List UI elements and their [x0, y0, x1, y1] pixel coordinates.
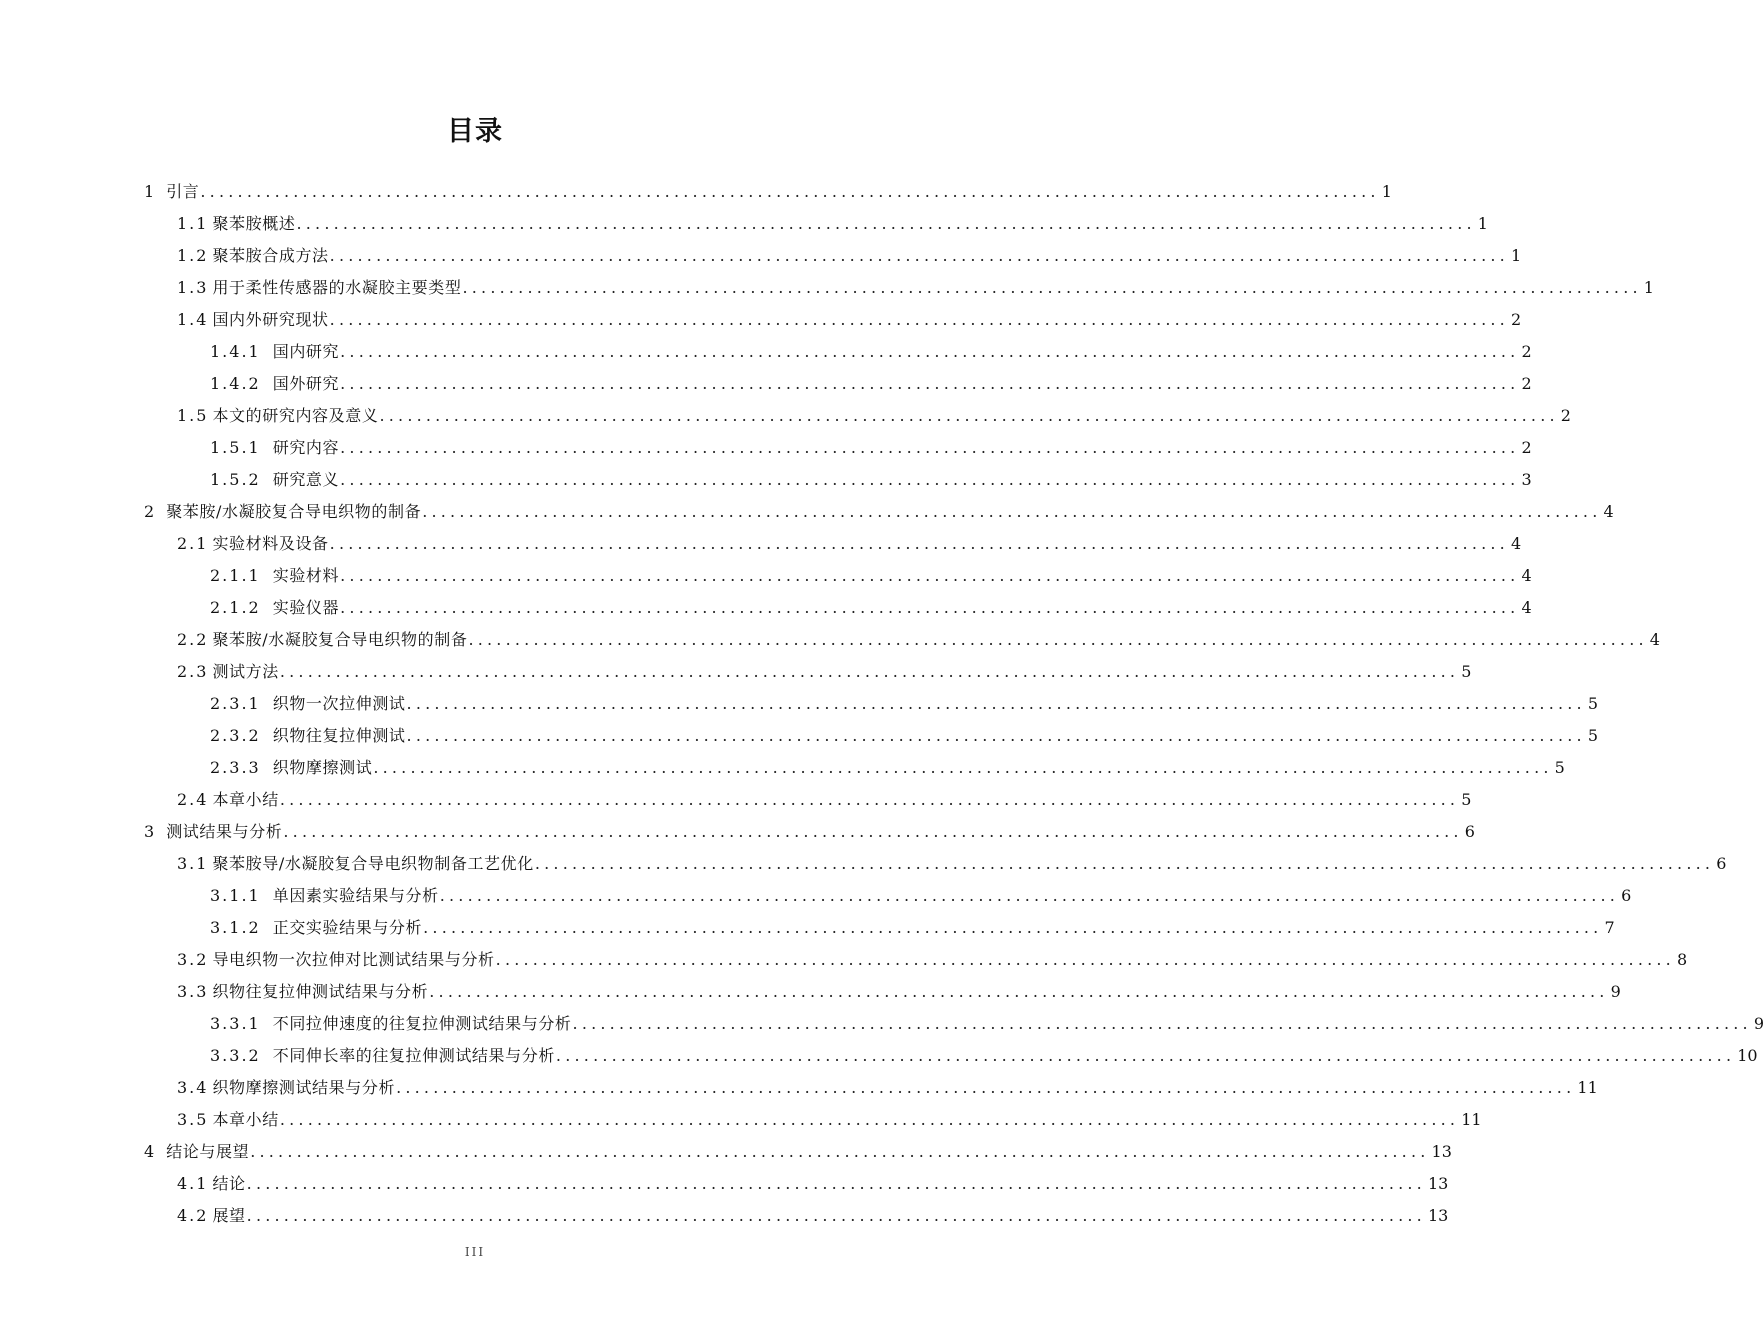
toc-page-number: 2: [1560, 406, 1571, 425]
toc-page-number: 6: [1716, 854, 1727, 873]
toc-section-number: 2.1: [177, 534, 209, 553]
toc-page-number: 5: [1554, 758, 1565, 777]
toc-entry[interactable]: [177, 1168, 1449, 1200]
toc-entry[interactable]: [210, 464, 1532, 496]
toc-entry[interactable]: [210, 1040, 1758, 1072]
toc-dot-leader: ...............................................................................................................................: [246, 1206, 1426, 1225]
toc-dot-leader: ...............................................................................................................................: [555, 1046, 1736, 1065]
toc-dot-leader: ...............................................................................................................................: [329, 310, 1509, 329]
toc-page-number: 1: [1510, 246, 1522, 265]
toc-section-title: 本章小结: [212, 1110, 279, 1129]
toc-page-number: 10: [1737, 1046, 1758, 1065]
toc-entry[interactable]: [177, 944, 1688, 976]
toc-entry[interactable]: [210, 880, 1632, 912]
toc-page-number: 4: [1603, 502, 1614, 521]
toc-section-number: 2.3.2: [210, 726, 261, 745]
toc-dot-leader: ...............................................................................................................................: [340, 470, 1520, 489]
toc-section-title: 织物往复拉伸测试结果与分析: [212, 982, 429, 1001]
toc-section-title: 结论与展望: [166, 1142, 250, 1161]
toc-section-number: 3.2: [177, 950, 209, 969]
toc-section-number: 3.3.1: [210, 1014, 261, 1033]
toc-section-title: 不同拉伸速度的往复拉伸测试结果与分析: [272, 1014, 572, 1033]
toc-section-number: 4.1: [177, 1174, 209, 1193]
toc-dot-leader: ...............................................................................................................................: [200, 182, 1380, 201]
toc-entry[interactable]: [210, 912, 1615, 944]
toc-dot-leader: ...............................................................................................................................: [423, 918, 1603, 937]
toc-page-number: 11: [1577, 1078, 1598, 1097]
toc-dot-leader: ...............................................................................................................................: [340, 598, 1520, 617]
toc-page-number: 13: [1431, 1142, 1452, 1161]
toc-dot-leader: ...............................................................................................................................: [373, 758, 1553, 777]
toc-entry[interactable]: [144, 816, 1475, 848]
toc-section-number: 3.4: [177, 1078, 209, 1097]
toc-page-number: 4: [1521, 566, 1532, 585]
toc-dot-leader: ...............................................................................................................................: [340, 438, 1520, 457]
toc-dot-leader: ...............................................................................................................................: [534, 854, 1715, 873]
page-title: 目录: [447, 116, 503, 147]
toc-page-number: 2: [1510, 310, 1522, 329]
toc-section-title: 国外研究: [272, 374, 340, 393]
toc-page-number: 5: [1461, 662, 1472, 681]
toc-section-title: 国内研究: [272, 342, 340, 361]
toc-page-number: 6: [1621, 886, 1632, 905]
toc-dot-leader: ...............................................................................................................................: [406, 726, 1586, 745]
toc-dot-leader: ...............................................................................................................................: [296, 214, 1476, 233]
toc-entry[interactable]: [177, 1104, 1482, 1136]
toc-dot-leader: ...............................................................................................................................: [468, 630, 1648, 649]
toc-entry[interactable]: [177, 528, 1522, 560]
toc-dot-leader: ...............................................................................................................................: [283, 822, 1463, 841]
toc-dot-leader: ...............................................................................................................................: [279, 1110, 1460, 1129]
toc-section-number: 1.4: [177, 310, 209, 329]
toc-page-number: 5: [1587, 694, 1599, 713]
toc-section-number: 3.1: [177, 854, 209, 873]
toc-section-title: 聚苯胺概述: [212, 214, 296, 233]
toc-page-number: 13: [1427, 1206, 1449, 1225]
toc-section-title: 研究意义: [272, 470, 340, 489]
toc-section-title: 本文的研究内容及意义: [212, 406, 379, 425]
toc-section-number: 2.3.3: [210, 758, 261, 777]
toc-page-number: 1: [1643, 278, 1654, 297]
toc-entry[interactable]: [177, 656, 1472, 688]
toc-section-number: 4: [144, 1142, 157, 1161]
toc-section-title: 结论: [212, 1174, 246, 1193]
toc-dot-leader: ...............................................................................................................................: [396, 1078, 1576, 1097]
toc-entry[interactable]: [210, 1008, 1764, 1040]
toc-page-number: 13: [1427, 1174, 1449, 1193]
toc-section-title: 研究内容: [272, 438, 340, 457]
toc-section-title: 织物往复拉伸测试: [272, 726, 406, 745]
toc-section-title: 实验仪器: [272, 598, 340, 617]
toc-page-number: 9: [1610, 982, 1621, 1001]
toc-page-number: 11: [1461, 1110, 1482, 1129]
toc-page-number: 3: [1521, 470, 1532, 489]
toc-entry[interactable]: [210, 336, 1532, 368]
toc-entry[interactable]: [144, 176, 1392, 208]
toc-dot-leader: ...............................................................................................................................: [422, 502, 1602, 521]
toc-section-title: 织物一次拉伸测试: [272, 694, 406, 713]
toc-entry[interactable]: [210, 432, 1532, 464]
toc-section-number: 3.1.2: [210, 918, 261, 937]
toc-entry[interactable]: [210, 720, 1599, 752]
toc-dot-leader: ...............................................................................................................................: [340, 566, 1520, 585]
toc-section-title: 测试方法: [212, 662, 279, 681]
toc-entry[interactable]: [144, 496, 1614, 528]
toc-entry[interactable]: [177, 240, 1522, 272]
toc-dot-leader: ...............................................................................................................................: [439, 886, 1620, 905]
toc-section-number: 2.1.2: [210, 598, 261, 617]
toc-section-title: 实验材料及设备: [212, 534, 329, 553]
toc-entry[interactable]: [177, 208, 1488, 240]
toc-section-number: 1.2: [177, 246, 209, 265]
toc-section-number: 1.4.2: [210, 374, 261, 393]
toc-entry[interactable]: [177, 848, 1727, 880]
toc-page-number: 9: [1753, 1014, 1764, 1033]
toc-entry[interactable]: [177, 400, 1571, 432]
toc-entry[interactable]: [177, 1200, 1449, 1232]
toc-page-number: 4: [1649, 630, 1660, 649]
toc-page-number: 4: [1521, 598, 1532, 617]
toc-dot-leader: ...............................................................................................................................: [495, 950, 1675, 969]
toc-section-title: 聚苯胺/水凝胶复合导电织物的制备: [212, 630, 468, 649]
toc-dot-leader: ...............................................................................................................................: [379, 406, 1559, 425]
toc-section-title: 单因素实验结果与分析: [272, 886, 439, 905]
toc-section-number: 2: [144, 502, 157, 521]
toc-dot-leader: ...............................................................................................................................: [429, 982, 1609, 1001]
toc-dot-leader: ...............................................................................................................................: [279, 662, 1460, 681]
toc-page-number: 5: [1461, 790, 1472, 809]
toc-dot-leader: ...............................................................................................................................: [572, 1014, 1752, 1033]
toc-section-number: 3.3: [177, 982, 209, 1001]
toc-section-number: 2.1.1: [210, 566, 261, 585]
toc-section-number: 2.4: [177, 790, 209, 809]
toc-page-number: 8: [1676, 950, 1688, 969]
toc-section-title: 引言: [166, 182, 200, 201]
toc-section-title: 导电织物一次拉伸对比测试结果与分析: [212, 950, 495, 969]
toc-section-title: 实验材料: [272, 566, 340, 585]
toc-page-number: 1: [1477, 214, 1488, 233]
page-number: III: [464, 1245, 486, 1259]
toc-dot-leader: ...............................................................................................................................: [340, 374, 1520, 393]
toc-entry[interactable]: [177, 624, 1660, 656]
toc-entry[interactable]: [177, 784, 1472, 816]
toc-section-number: 2.2: [177, 630, 209, 649]
toc-section-number: 1.1: [177, 214, 209, 233]
toc-dot-leader: ...............................................................................................................................: [406, 694, 1586, 713]
toc-section-title: 国内外研究现状: [212, 310, 329, 329]
toc-section-title: 不同伸长率的往复拉伸测试结果与分析: [272, 1046, 555, 1065]
toc-page-number: 7: [1604, 918, 1615, 937]
toc-section-number: 1.5.2: [210, 470, 261, 489]
toc-section-title: 聚苯胺合成方法: [212, 246, 329, 265]
toc-entry[interactable]: [144, 1136, 1452, 1168]
toc-entry[interactable]: [210, 752, 1565, 784]
toc-page-number: 4: [1510, 534, 1522, 553]
toc-page-number: 2: [1521, 438, 1532, 457]
toc-section-title: 本章小结: [212, 790, 279, 809]
toc-entry[interactable]: [177, 304, 1522, 336]
toc-page-number: 5: [1587, 726, 1599, 745]
toc-page-number: 2: [1521, 374, 1532, 393]
toc-section-number: 2.3.1: [210, 694, 261, 713]
toc-section-title: 正交实验结果与分析: [272, 918, 423, 937]
toc-section-title: 测试结果与分析: [166, 822, 283, 841]
toc-section-number: 3.5: [177, 1110, 209, 1129]
toc-section-number: 1.3: [177, 278, 209, 297]
toc-section-title: 织物摩擦测试: [272, 758, 373, 777]
toc-section-number: 1.4.1: [210, 342, 261, 361]
toc-dot-leader: ...............................................................................................................................: [250, 1142, 1430, 1161]
toc-entry[interactable]: [210, 592, 1532, 624]
toc-section-number: 4.2: [177, 1206, 209, 1225]
toc-dot-leader: ...............................................................................................................................: [329, 246, 1509, 265]
toc-section-number: 3: [144, 822, 157, 841]
toc-section-title: 织物摩擦测试结果与分析: [212, 1078, 396, 1097]
toc-section-number: 2.3: [177, 662, 209, 681]
toc-dot-leader: ...............................................................................................................................: [279, 790, 1460, 809]
toc-dot-leader: ...............................................................................................................................: [340, 342, 1520, 361]
toc-section-number: 1: [144, 182, 157, 201]
toc-dot-leader: ...............................................................................................................................: [329, 534, 1509, 553]
toc-entry[interactable]: [177, 976, 1621, 1008]
toc-entry[interactable]: [177, 1072, 1598, 1104]
toc-section-title: 用于柔性传感器的水凝胶主要类型: [212, 278, 462, 297]
toc-section-number: 3.1.1: [210, 886, 261, 905]
toc-section-title: 展望: [212, 1206, 246, 1225]
toc-dot-leader: ...............................................................................................................................: [246, 1174, 1426, 1193]
toc-section-number: 3.3.2: [210, 1046, 261, 1065]
toc-section-number: 1.5: [177, 406, 209, 425]
toc-page-number: 1: [1381, 182, 1392, 201]
toc-entry[interactable]: [210, 560, 1532, 592]
toc-section-title: 聚苯胺导/水凝胶复合导电织物制备工艺优化: [212, 854, 534, 873]
toc-page-number: 2: [1521, 342, 1532, 361]
toc-section-number: 1.5.1: [210, 438, 261, 457]
toc-entry[interactable]: [177, 272, 1654, 304]
toc-dot-leader: ...............................................................................................................................: [462, 278, 1642, 297]
toc-page-number: 6: [1464, 822, 1475, 841]
toc-entry[interactable]: [210, 368, 1532, 400]
toc-section-title: 聚苯胺/水凝胶复合导电织物的制备: [166, 502, 422, 521]
toc-entry[interactable]: [210, 688, 1599, 720]
